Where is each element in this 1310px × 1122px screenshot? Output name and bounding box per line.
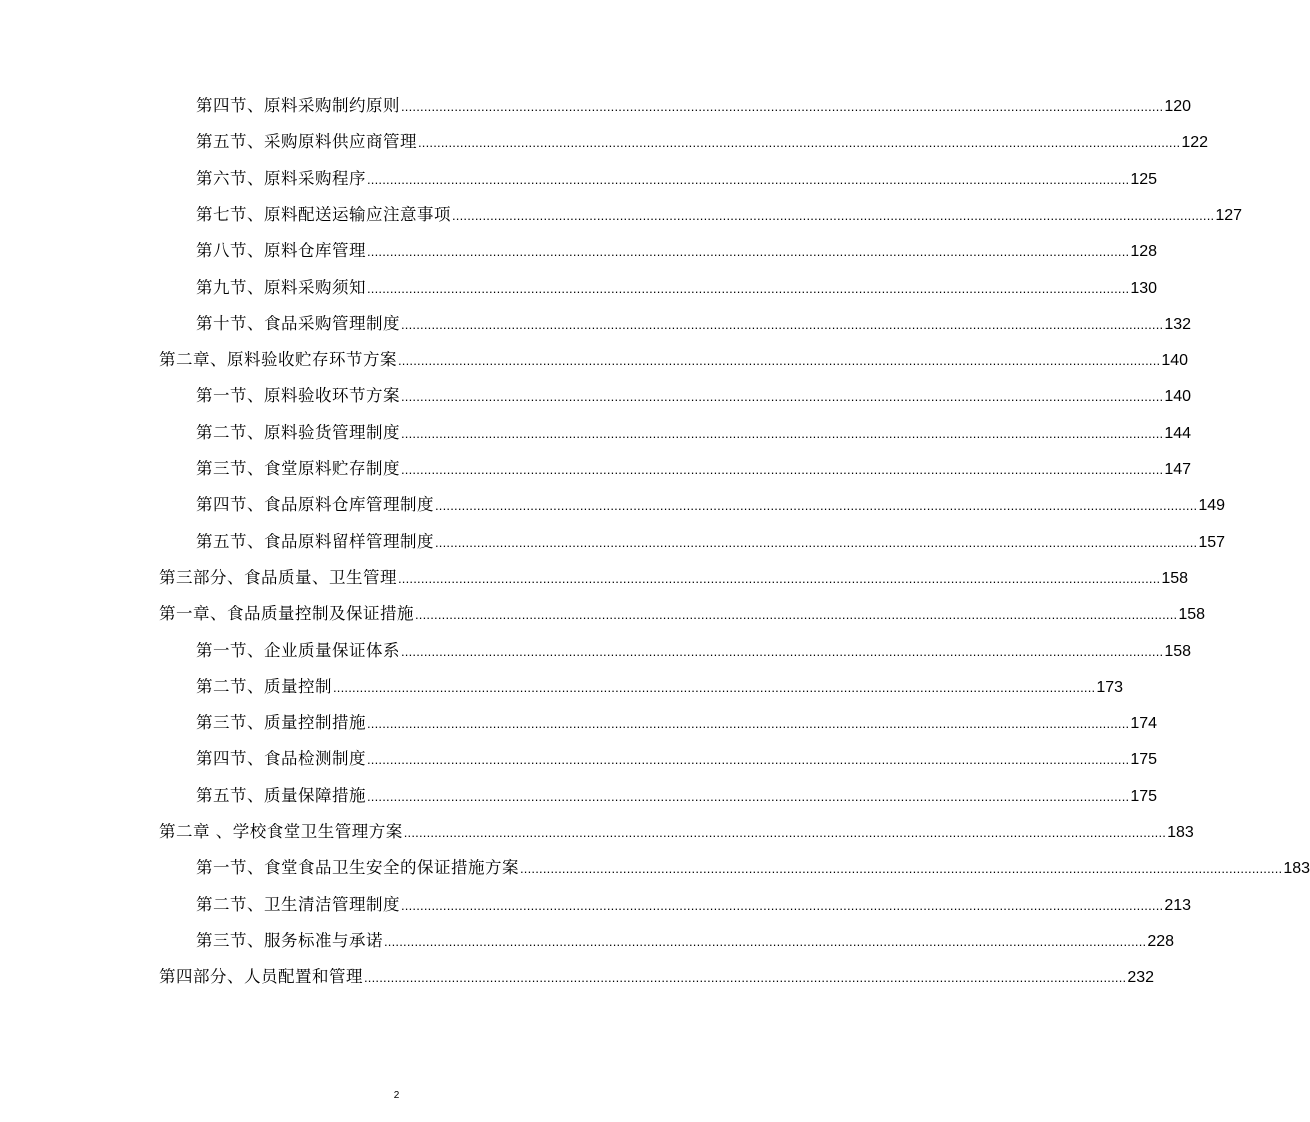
toc-entry-page: 132 — [1164, 315, 1192, 333]
toc-dot-leader: ........................................................................................................................................................................................................ — [520, 861, 1283, 877]
toc-entry-page: 140 — [1164, 388, 1192, 406]
toc-entry[interactable] — [196, 672, 1124, 702]
toc-entry-title: 第三节、食堂原料贮存制度 — [196, 459, 400, 478]
toc-dot-leader: ........................................................................................................................................................................................................ — [401, 425, 1164, 441]
toc-entry-title: 第二节、卫生清洁管理制度 — [196, 894, 400, 914]
toc-entry-title: 第四节、原料采购制约原则 — [196, 96, 400, 115]
toc-entry[interactable] — [196, 490, 1226, 520]
toc-entry-title: 第一节、原料验收环节方案 — [196, 386, 400, 406]
toc-entry-title: 第四节、食品原料仓库管理制度 — [196, 495, 434, 515]
toc-entry-title: 第三部分、食品质量、卫生管理 — [159, 567, 397, 587]
toc-entry-page: 147 — [1164, 461, 1192, 478]
toc-entry[interactable] — [196, 418, 1192, 448]
toc-entry-page: 175 — [1130, 787, 1158, 805]
toc-entry-page: 149 — [1198, 497, 1226, 515]
toc-entry[interactable] — [196, 744, 1158, 774]
toc-dot-leader: ........................................................................................................................................................................................................ — [364, 970, 1127, 986]
toc-entry-page: 158 — [1161, 569, 1189, 587]
toc-entry[interactable] — [196, 781, 1158, 811]
toc-entry[interactable] — [196, 381, 1192, 411]
toc-entry[interactable] — [159, 817, 1194, 847]
toc-entry-page: 174 — [1130, 715, 1158, 733]
toc-dot-leader: ........................................................................................................................................................................................................ — [367, 171, 1130, 187]
toc-entry-page: 228 — [1147, 932, 1175, 950]
toc-dot-leader: ........................................................................................................................................................................................................ — [401, 897, 1164, 913]
toc-dot-leader: ........................................................................................................................................................................................................ — [452, 207, 1215, 223]
toc-entry-title: 第四部分、人员配置和管理 — [159, 967, 363, 987]
toc-entry[interactable] — [196, 236, 1158, 266]
toc-entry-title: 第二章、原料验收贮存环节方案 — [159, 350, 397, 370]
toc-dot-leader: ........................................................................................................................................................................................................ — [418, 135, 1181, 151]
toc-entry[interactable] — [196, 636, 1192, 666]
toc-entry[interactable] — [196, 454, 1192, 484]
toc-entry-page: 144 — [1164, 424, 1192, 442]
toc-dot-leader: ........................................................................................................................................................................................................ — [367, 280, 1130, 296]
toc-entry[interactable] — [159, 563, 1189, 593]
toc-entry-title: 第九节、原料采购须知 — [196, 277, 366, 297]
toc-dot-leader: ........................................................................................................................................................................................................ — [401, 389, 1164, 405]
toc-entry[interactable] — [196, 91, 1192, 121]
toc-entry-page: 157 — [1198, 533, 1226, 551]
toc-entry-page: 183 — [1167, 824, 1194, 841]
toc-entry[interactable] — [159, 962, 1155, 992]
toc-entry[interactable] — [196, 708, 1158, 738]
toc-entry-page: 140 — [1161, 352, 1189, 370]
toc-entry[interactable] — [196, 527, 1226, 557]
toc-entry-title: 第三节、服务标准与承诺 — [196, 930, 383, 950]
toc-entry-title: 第一节、企业质量保证体系 — [196, 640, 400, 660]
toc-entry[interactable] — [196, 309, 1192, 339]
toc-entry-page: 175 — [1130, 751, 1158, 769]
toc-entry-title: 第八节、原料仓库管理 — [196, 241, 366, 261]
toc-entry-title: 第十节、食品采购管理制度 — [196, 313, 400, 333]
toc-dot-leader: ........................................................................................................................................................................................................ — [401, 643, 1164, 659]
toc-dot-leader: ........................................................................................................................................................................................................ — [398, 570, 1161, 586]
toc-entry-page: 173 — [1096, 678, 1124, 696]
toc-entry-page: 130 — [1130, 279, 1158, 297]
toc-dot-leader: ........................................................................................................................................................................................................ — [367, 752, 1130, 768]
toc-entry-title: 第六节、原料采购程序 — [196, 168, 366, 188]
toc-dot-leader: ........................................................................................................................................................................................................ — [333, 679, 1096, 695]
toc-entry[interactable] — [196, 853, 1310, 883]
toc-entry-page: 128 — [1130, 243, 1158, 261]
toc-dot-leader: ........................................................................................................................................................................................................ — [367, 716, 1130, 732]
toc-entry[interactable] — [196, 127, 1209, 157]
toc-entry[interactable] — [159, 599, 1206, 629]
toc-entry-page: 158 — [1164, 642, 1192, 660]
toc-entry-title: 第五节、质量保障措施 — [196, 785, 366, 805]
toc-dot-leader: ........................................................................................................................................................................................................ — [384, 933, 1147, 949]
toc-dot-leader: ........................................................................................................................................................................................................ — [435, 498, 1198, 514]
toc-entry[interactable] — [196, 890, 1192, 920]
toc-entry-title: 第一节、食堂食品卫生安全的保证措施方案 — [196, 858, 519, 878]
toc-entry-title: 第五节、食品原料留样管理制度 — [196, 531, 434, 551]
toc-entry-page: 183 — [1283, 860, 1310, 878]
toc-entry-page: 122 — [1181, 134, 1209, 152]
toc-entry-title: 第二节、原料验货管理制度 — [196, 422, 400, 442]
toc-dot-leader: ........................................................................................................................................................................................................ — [367, 788, 1130, 804]
toc-entry-title: 第四节、食品检测制度 — [196, 749, 366, 769]
toc-entry-title: 第二章 、学校食堂卫生管理方案 — [159, 822, 403, 841]
toc-dot-leader: ........................................................................................................................................................................................................ — [398, 353, 1161, 369]
toc-entry[interactable] — [159, 345, 1189, 375]
toc-dot-leader: ........................................................................................................................................................................................................ — [401, 462, 1164, 477]
page-number: 2 — [393, 1090, 400, 1101]
toc-entry[interactable] — [196, 200, 1243, 230]
toc-dot-leader: ........................................................................................................................................................................................................ — [435, 534, 1198, 550]
toc-entry[interactable] — [196, 164, 1158, 194]
toc-entry-title: 第二节、质量控制 — [196, 676, 332, 696]
toc-dot-leader: ........................................................................................................................................................................................................ — [401, 316, 1164, 332]
toc-entry[interactable] — [196, 273, 1158, 303]
toc-entry-title: 第一章、食品质量控制及保证措施 — [159, 604, 414, 624]
toc-dot-leader: ........................................................................................................................................................................................................ — [415, 607, 1178, 623]
toc-entry-page: 158 — [1178, 606, 1206, 624]
toc-entry-page: 232 — [1127, 969, 1155, 987]
toc-entry[interactable] — [196, 926, 1175, 956]
toc-dot-leader: ........................................................................................................................................................................................................ — [401, 99, 1164, 114]
toc-dot-leader: ........................................................................................................................................................................................................ — [367, 244, 1130, 260]
toc-entry-page: 120 — [1164, 98, 1192, 115]
toc-entry-page: 213 — [1164, 896, 1192, 914]
toc-dot-leader: ........................................................................................................................................................................................................ — [403, 825, 1167, 840]
toc-entry-page: 127 — [1215, 206, 1243, 224]
toc-entry-page: 125 — [1130, 170, 1158, 188]
toc-entry-title: 第七节、原料配送运输应注意事项 — [196, 204, 451, 224]
toc-entry-title: 第五节、采购原料供应商管理 — [196, 132, 417, 152]
toc-entry-title: 第三节、质量控制措施 — [196, 713, 366, 733]
